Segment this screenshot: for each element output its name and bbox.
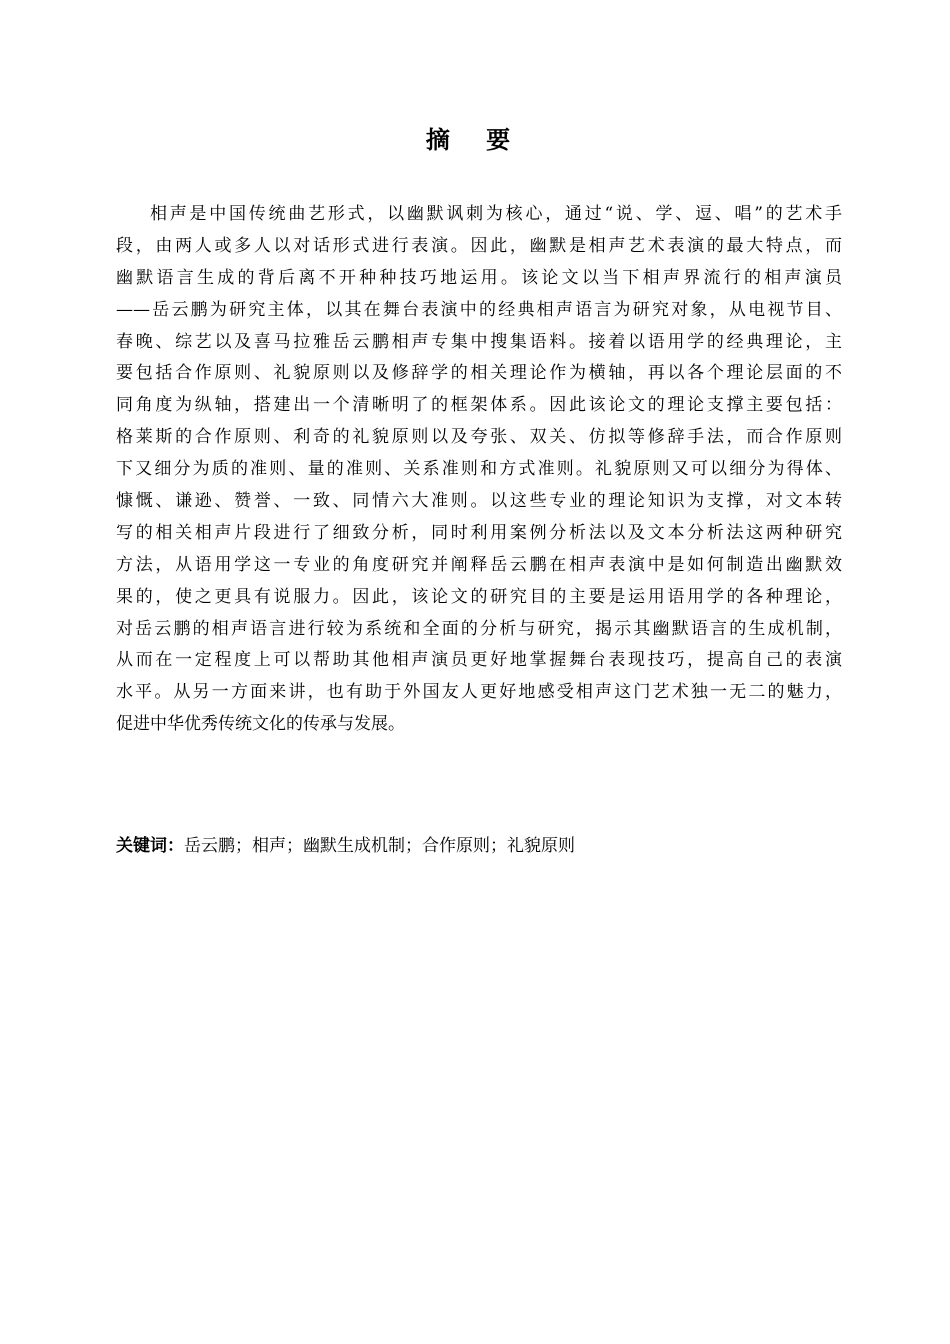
- keywords-label: 关键词：: [116, 836, 184, 856]
- abstract-line: 要包括合作原则、礼貌原则以及修辞学的相关理论作为横轴，再以各个理论层面的不: [116, 363, 842, 384]
- page-title: 摘 要: [425, 126, 525, 154]
- abstract-line: 幽默语言生成的背后离不开种种技巧地运用。该论文以当下相声界流行的相声演员: [116, 267, 842, 288]
- abstract-line: 同角度为纵轴，搭建出一个清晰明了的框架体系。因此该论文的理论支撑主要包括：: [116, 395, 842, 416]
- abstract-line: 促进中华优秀传统文化的传承与发展。: [116, 714, 405, 735]
- abstract-line: 春晚、综艺以及喜马拉雅岳云鹏相声专集中搜集语料。接着以语用学的经典理论，主: [116, 331, 842, 352]
- abstract-line: 从而在一定程度上可以帮助其他相声演员更好地掌握舞台表现技巧，提高自己的表演: [116, 650, 842, 671]
- abstract-line: 对岳云鹏的相声语言进行较为系统和全面的分析与研究，揭示其幽默语言的生成机制，: [116, 618, 842, 639]
- keywords-value: 岳云鹏；相声；幽默生成机制；合作原则；礼貌原则: [184, 836, 575, 856]
- abstract-line: 段，由两人或多人以对话形式进行表演。因此，幽默是相声艺术表演的最大特点，而: [116, 235, 842, 256]
- abstract-line: ——岳云鹏为研究主体，以其在舞台表演中的经典相声语言为研究对象，从电视节目、: [116, 299, 842, 320]
- abstract-line: 下又细分为质的准则、量的准则、关系准则和方式准则。礼貌原则又可以细分为得体、: [116, 459, 842, 480]
- abstract-line: 相声是中国传统曲艺形式，以幽默讽刺为核心，通过“说、学、逗、唱”的艺术手: [150, 204, 842, 224]
- abstract-paragraph: [116, 199, 842, 741]
- abstract-line: 果的，使之更具有说服力。因此，该论文的研究目的主要是运用语用学的各种理论，: [116, 586, 842, 607]
- abstract-line: 慷慨、谦逊、赞誉、一致、同情六大准则。以这些专业的理论知识为支撑，对文本转: [116, 491, 842, 512]
- abstract-line: 写的相关相声片段进行了细致分析，同时利用案例分析法以及文本分析法这两种研究: [116, 522, 842, 543]
- keywords-line: [116, 831, 842, 862]
- abstract-line: 水平。从另一方面来讲，也有助于外国友人更好地感受相声这门艺术独一无二的魅力，: [116, 682, 842, 703]
- abstract-line: 方法，从语用学这一专业的角度研究并阐释岳云鹏在相声表演中是如何制造出幽默效: [116, 554, 842, 575]
- abstract-line: 格莱斯的合作原则、利奇的礼貌原则以及夸张、双关、仿拟等修辞手法，而合作原则: [116, 427, 842, 448]
